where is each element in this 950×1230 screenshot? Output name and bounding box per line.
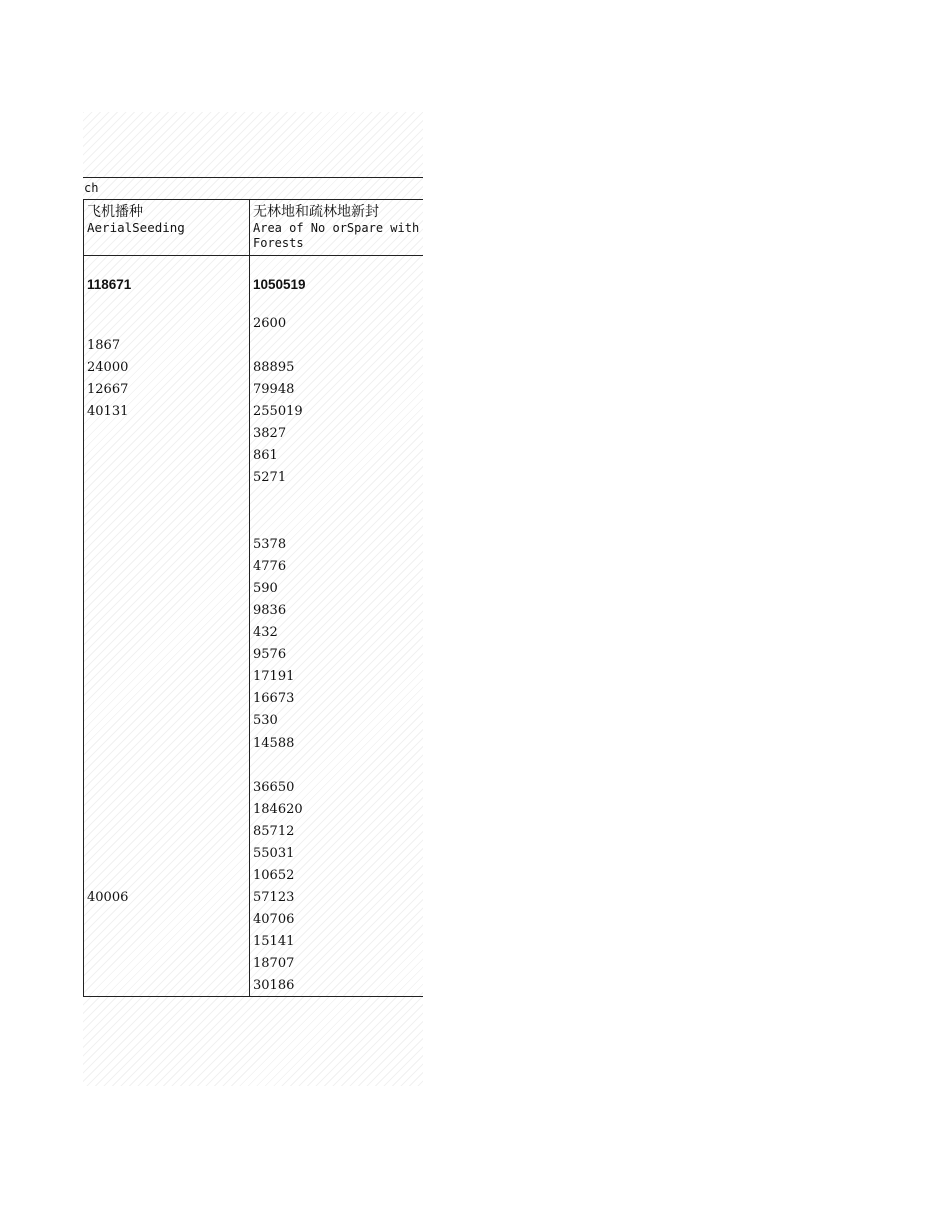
table-cell-new-closure-area: 57123 bbox=[253, 890, 295, 905]
column-header-en: Area of No orSpare with Forests bbox=[253, 221, 420, 250]
column-header-en: AerialSeeding bbox=[87, 220, 185, 235]
table-cell-new-closure-area: 5271 bbox=[253, 470, 287, 485]
unit-label: ch bbox=[84, 181, 99, 195]
table-cell-new-closure-area: 85712 bbox=[253, 824, 295, 839]
column-header-aerial-seeding bbox=[87, 204, 185, 236]
table-cell-new-closure-area: 184620 bbox=[253, 802, 303, 817]
table-cell-new-closure-area: 590 bbox=[253, 581, 278, 596]
column-divider-rule bbox=[249, 199, 250, 997]
table-cell-new-closure-area: 861 bbox=[253, 448, 278, 463]
table-cell-new-closure-area: 36650 bbox=[253, 780, 295, 795]
column-header-zh: 飞机播种 bbox=[87, 204, 143, 220]
table-cell-aerial-seeding: 40006 bbox=[87, 890, 129, 905]
table-cell-new-closure-area: 88895 bbox=[253, 360, 295, 375]
sheet-hatch-bottom bbox=[83, 996, 423, 1086]
table-cell-new-closure-area: 40706 bbox=[253, 912, 295, 927]
table-cell-new-closure-area: 55031 bbox=[253, 846, 295, 861]
header-bottom-rule bbox=[83, 255, 423, 256]
table-cell-new-closure-area: 255019 bbox=[253, 404, 303, 419]
table-cell-new-closure-area: 2600 bbox=[253, 316, 287, 331]
table-cell-new-closure-area: 9576 bbox=[253, 647, 287, 662]
table-cell-new-closure-area: 14588 bbox=[253, 736, 295, 751]
table-cell-new-closure-area: 30186 bbox=[253, 978, 295, 993]
table-cell-aerial-seeding: 40131 bbox=[87, 404, 129, 419]
table-cell-new-closure-area: 17191 bbox=[253, 669, 295, 684]
total-cell-new-closure-area: 1050519 bbox=[253, 277, 306, 292]
table-cell-new-closure-area: 10652 bbox=[253, 868, 295, 883]
table-cell-new-closure-area: 79948 bbox=[253, 382, 295, 397]
table-top-rule bbox=[83, 177, 423, 178]
table-cell-new-closure-area: 4776 bbox=[253, 559, 287, 574]
column-header-new-closure-area bbox=[253, 204, 421, 251]
table-cell-new-closure-area: 16673 bbox=[253, 691, 295, 706]
total-cell-aerial-seeding: 118671 bbox=[87, 277, 132, 292]
table-cell-new-closure-area: 15141 bbox=[253, 934, 295, 949]
table-cell-new-closure-area: 3827 bbox=[253, 426, 287, 441]
table-cell-new-closure-area: 530 bbox=[253, 713, 278, 728]
table-left-rule bbox=[83, 199, 84, 997]
header-top-rule bbox=[83, 199, 423, 200]
table-cell-new-closure-area: 18707 bbox=[253, 956, 295, 971]
sheet-hatch-top bbox=[83, 112, 423, 178]
table-bottom-rule bbox=[83, 996, 423, 997]
table-cell-new-closure-area: 9836 bbox=[253, 603, 287, 618]
table-cell-new-closure-area: 432 bbox=[253, 625, 278, 640]
table-cell-aerial-seeding: 12667 bbox=[87, 382, 129, 397]
column-header-zh: 无林地和疏林地新封 bbox=[253, 204, 379, 220]
table-cell-aerial-seeding: 1867 bbox=[87, 338, 121, 353]
table-cell-new-closure-area: 5378 bbox=[253, 537, 287, 552]
table-cell-aerial-seeding: 24000 bbox=[87, 360, 129, 375]
